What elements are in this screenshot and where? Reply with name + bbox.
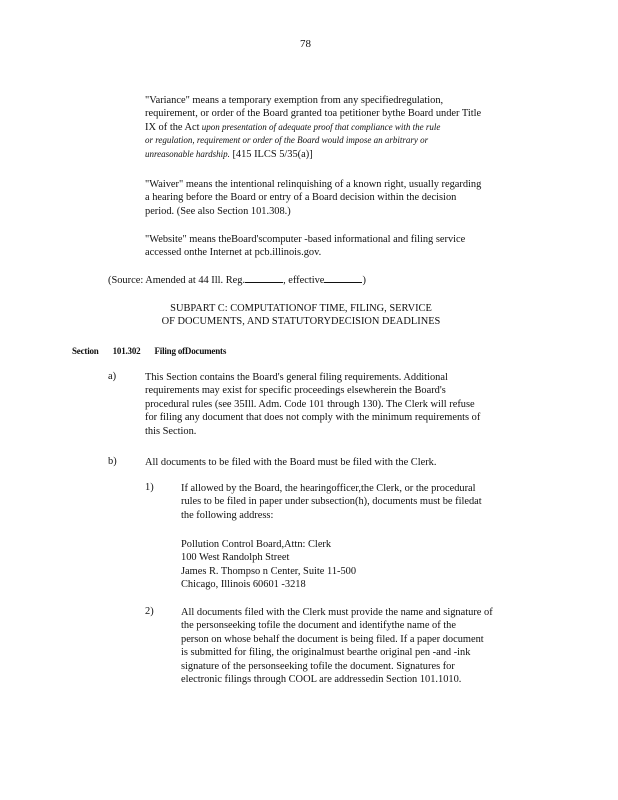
waiver-line-1: "Waiver" means the intentional relinquishing of a known right, usually regarding (145, 179, 482, 190)
source-register-blank (245, 273, 283, 283)
item-a-line-4: for filing any document that does not comply with the minimum requirements of (145, 412, 481, 424)
item-b2-line-3: person on whose behalf the document is being filed. If a paper document (181, 633, 484, 645)
section-heading (72, 346, 240, 356)
address-line-3: James R. Thompso n Center, Suite 11-500 (181, 565, 357, 577)
website-line-2: accessed onthe Internet at pcb.illinois.gov. (145, 247, 322, 259)
variance-line-2: requirement, or order of the Board granted toa petitioner bythe Board under Title (145, 108, 482, 120)
section-word: Section (72, 346, 99, 356)
item-b1-label: 1) (145, 482, 154, 493)
address-line-4: Chicago, Illinois 60601 -3218 (181, 579, 306, 591)
variance-line-3 (145, 121, 529, 134)
waiver-line-2: a hearing before the Board or entry of a Board decision within the decision (145, 192, 457, 204)
variance-statute-quote-1: upon presentation of adequate proof that compliance with the rule (199, 121, 441, 132)
address-line-2: 100 West Randolph Street (181, 552, 290, 564)
definition-waiver (145, 178, 529, 218)
item-b2-line-1: All documents filed with the Clerk must provide the name and signature of (181, 607, 493, 618)
variance-act-ref: IX of the Act (145, 121, 200, 133)
subpart-heading-line-1: SUBPART C: COMPUTATIONOF TIME, FILING, SERVICE (170, 303, 432, 314)
page-number: 78 (300, 38, 311, 50)
variance-statute-quote-3: unreasonable hardship. (145, 148, 230, 159)
subpart-heading (142, 302, 460, 329)
section-title: Filing ofDocuments (154, 346, 227, 356)
item-b-text: All documents to be filed with the Board must be filed with the Clerk. (145, 457, 437, 468)
item-b1-line-3: the following address: (181, 509, 274, 521)
item-b-label: b) (108, 456, 117, 467)
item-b1-text (181, 482, 533, 522)
source-note-middle: , effective (283, 275, 325, 286)
definition-variance (145, 94, 529, 161)
item-b2-line-2: the personseeking tofile the document and identifythe name of the (181, 620, 456, 632)
source-note (108, 273, 366, 287)
variance-statute-quote-2: or regulation, requirement or order of the Board would impose an arbitrary or (145, 135, 429, 146)
waiver-line-3: period. (See also Section 101.308.) (145, 205, 291, 217)
item-b1-line-2: rules to be filed in paper under subsection(h), documents must be filedat (181, 496, 482, 508)
item-a-label: a) (108, 371, 117, 382)
source-note-prefix: (Source: Amended at 44 Ill. Reg. (108, 275, 246, 286)
address-line-1: Pollution Control Board,Attn: Clerk (181, 539, 332, 550)
item-a-text (145, 371, 533, 438)
variance-line-5 (145, 148, 529, 161)
item-b2-line-4: is submitted for filing, the originalmust bearthe original pen -and -ink (181, 647, 471, 659)
variance-citation: [415 ILCS 5/35(a)] (229, 148, 313, 160)
item-a-line-5: this Section. (145, 425, 197, 437)
item-b2-line-6: electronic filings through COOL are addressedin Section 101.1010. (181, 674, 462, 686)
variance-line-1: "Variance" means a temporary exemption from any specifiedregulation, (145, 95, 444, 106)
item-a-line-2: requirements may exist for specific proceedings elsewherein the Board's (145, 385, 446, 397)
item-b2-text (181, 606, 543, 686)
item-b1-line-1: If allowed by the Board, the hearingofficer,the Clerk, or the procedural (181, 483, 476, 494)
website-line-1: "Website" means theBoard'scomputer -based informational and filing service (145, 234, 466, 245)
item-b2-line-5: signature of the personseeking tofile the document. Signatures for (181, 660, 455, 672)
filing-address (181, 538, 441, 592)
section-number: 101.302 (112, 346, 141, 356)
item-a-line-1: This Section contains the Board's general filing requirements. Additional (145, 372, 448, 383)
source-effective-blank (324, 273, 362, 283)
definition-website (145, 233, 529, 260)
item-b2-label: 2) (145, 606, 154, 617)
subpart-heading-line-2: OF DOCUMENTS, AND STATUTORYDECISION DEADLINES (161, 316, 441, 328)
source-note-suffix: ) (362, 275, 366, 286)
item-a-line-3: procedural rules (see 35Ill. Adm. Code 101 through 130). The Clerk will refuse (145, 398, 475, 410)
